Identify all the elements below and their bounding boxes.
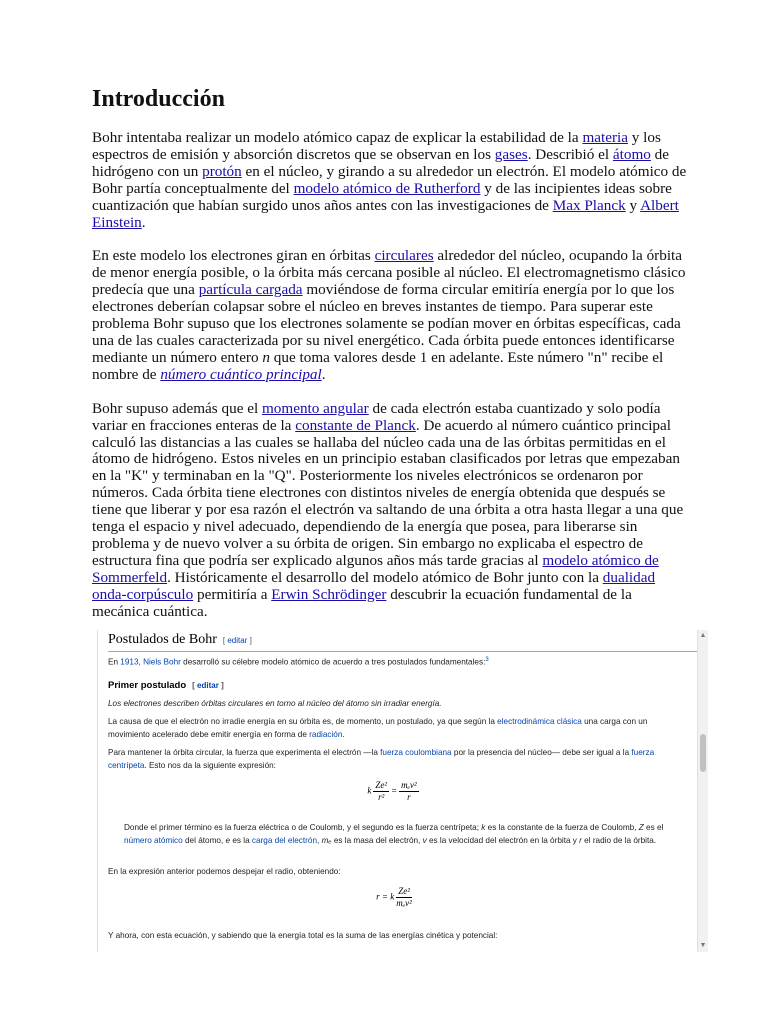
document-page: [92, 84, 692, 637]
embedded-screenshot: [92, 630, 708, 952]
edit-link[interactable]: editar: [227, 636, 248, 645]
edit-link-wrapper: [ editar ]: [222, 636, 252, 645]
paragraph-2: En este modelo los electrones giran en órbitas circulares alrededor del núcleo, ocupando la órbita de menor energía posible, o la órbita más cercana posible al núcleo. El electromagnetismo clásico predecía que una partícula cargada moviéndose de forma circular emitiría energía por lo que los electrones deberían colapsar sobre el núcleo en breves instantes de tiempo. Para superar este problema Bohr supuso que los electrones solamente se podían mover en órbitas específicas, cada una de las cuales caracterizada por su nivel energético. Cada órbita puede entonces identificarse mediante un número entero n que toma valores desde 1 en adelante. Este número "n" recibe el nombre de número cuántico principal.: [92, 247, 686, 383]
link-carga-electron[interactable]: carga del electrón: [251, 835, 318, 845]
link-1913[interactable]: 1913: [120, 657, 139, 667]
link-numero-cuantico-principal[interactable]: número cuántico principal: [160, 365, 322, 383]
postulate-explanation: La causa de que el electrón no irradie energía en su órbita es, de momento, un postulado, ya que según la electrodinámica clásica una carga con un movimiento acelerado debe emitir energía en forma de radiación.: [108, 717, 648, 739]
radius-intro: En la expresión anterior podemos despejar el radio, obteniendo:: [108, 867, 341, 876]
formula-force-balance: k $\frac{\text{Ze²}}{\text{r²}}$ = $\frac{\text{mₑv²}}{r}$: [367, 780, 417, 802]
reference-superscript[interactable]: 3: [485, 657, 489, 663]
energy-intro: Y ahora, con esta ecuación, y sabiendo que la energía total es la suma de las energías cinética y potencial:: [108, 931, 498, 940]
link-fuerza-centripeta[interactable]: fuerza centrípeta: [108, 748, 655, 770]
link-fuerza-coulombiana[interactable]: fuerza coulombiana: [380, 748, 452, 757]
intro-text: En 1913, Niels Bohr desarrolló su célebre modelo atómico de acuerdo a tres postulados fundamentales:$^3$: [108, 657, 489, 667]
formula-radius: r = k $\frac{\text{Ze²}}{\text{mₑv²}}$: [376, 886, 412, 908]
subsection-title: Primer postulado [ editar ]: [108, 680, 224, 691]
formula-explanation: Donde el primer término es la fuerza eléctrica o de Coulomb, y el segundo es la fuerza centrípeta; k es la constante de la fuerza de Coulomb, Z es el número atómico del átomo, e es la carga del electrón, mₑ es la masa del electrón, v es la velocidad del electrón en la órbita y r el radio de la órbita.: [124, 823, 664, 845]
paragraph-3: Bohr supuso además que el momento angular de cada electrón estaba cuantizado y solo podía variar en fracciones enteras de la constante de Planck. De acuerdo al número cuántico principal calculó las distancias a las cuales se hallaba del núcleo cada una de las órbitas permitidas en el átomo de hidrógeno. Estos niveles en un principio estaban clasificados por letras que empezaban en la "K" y terminaban en la "Q". Posteriormente los niveles electrónicos se ordenaron por números. Cada órbita tiene electrones con distintos niveles de energía obtenida que después se tiene que liberar y por esa razón el electrón va saltando de una órbita a otra hasta llegar a una que tenga el espacio y nivel adecuado, dependiendo de la energía que posea, para liberarse sin problema y de nuevo volver a su órbita de origen. Sin embargo no explicaba el espectro de estructura fina que podría ser explicado algunos años más tarde gracias al modelo atómico de Sommerfeld. Históricamente el desarrollo del modelo atómico de Bohr junto con la dualidad onda-corpúsculo permitiría a Erwin Schrödinger descubrir la ecuación fundamental de la mecánica cuántica.: [92, 399, 684, 620]
link-electrodinamica[interactable]: electrodinámica clásica: [497, 717, 582, 726]
link-circulares[interactable]: circulares: [374, 247, 434, 265]
edit-link-wrapper-2: [ editar ]: [192, 681, 224, 690]
link-dualidad[interactable]: dualidad onda-corpúsculo: [92, 568, 656, 603]
link-schrodinger[interactable]: Erwin Schrödinger: [271, 585, 387, 603]
link-numero-atomico[interactable]: número atómico: [124, 835, 183, 845]
paragraph-1: Bohr intentaba realizar un modelo atómico capaz de explicar la estabilidad de la materia y los espectros de emisión y absorción discretos que se observan en los gases. Describió el átomo de hidrógeno con un protón en el núcleo, y girando a su alrededor un electrón. El modelo atómico de Bohr partía conceptualmente del modelo atómico de Rutherford y de las incipientes ideas sobre cuantización que habían surgido unos años antes con las investigaciones de Max Planck y Albert Einstein.: [92, 129, 687, 231]
link-proton[interactable]: protón: [202, 162, 242, 180]
orbit-explanation: Para mantener la órbita circular, la fuerza que experimenta el electrón —la fuerza coulombiana por la presencia del núcleo— debe ser igual a la fuerza centrípeta. Esto nos da la siguiente expresión:: [108, 748, 655, 770]
link-constante-planck[interactable]: constante de Planck: [295, 416, 416, 434]
link-rutherford[interactable]: modelo atómico de Rutherford: [293, 179, 481, 197]
link-albert-einstein[interactable]: Albert Einstein: [92, 196, 679, 231]
scrollbar[interactable]: [697, 630, 708, 952]
link-max-planck[interactable]: Max Planck: [552, 196, 626, 214]
link-niels-bohr[interactable]: Niels Bohr: [143, 657, 181, 667]
page-title: Introducción: [92, 86, 225, 112]
link-particula-cargada[interactable]: partícula cargada: [198, 281, 303, 299]
scroll-up-icon[interactable]: ▲: [699, 632, 707, 639]
scroll-thumb[interactable]: [700, 734, 706, 772]
link-materia[interactable]: materia: [582, 129, 628, 146]
link-gases[interactable]: gases: [494, 145, 528, 163]
link-momento-angular[interactable]: momento angular: [261, 399, 369, 417]
link-sommerfeld[interactable]: modelo atómico de Sommerfeld: [92, 551, 659, 586]
section-title: Postulados de Bohr [ editar ]: [108, 632, 698, 652]
link-radiacion[interactable]: radiación: [309, 729, 343, 739]
postulate-1: Los electrones describen órbitas circulares en torno al núcleo del átomo sin irradiar energía.: [108, 699, 442, 708]
edit-link-2[interactable]: editar: [197, 681, 219, 690]
scroll-down-icon[interactable]: ▼: [699, 942, 707, 949]
link-atomo[interactable]: átomo: [612, 145, 651, 163]
screenshot-left-border: [97, 630, 98, 952]
